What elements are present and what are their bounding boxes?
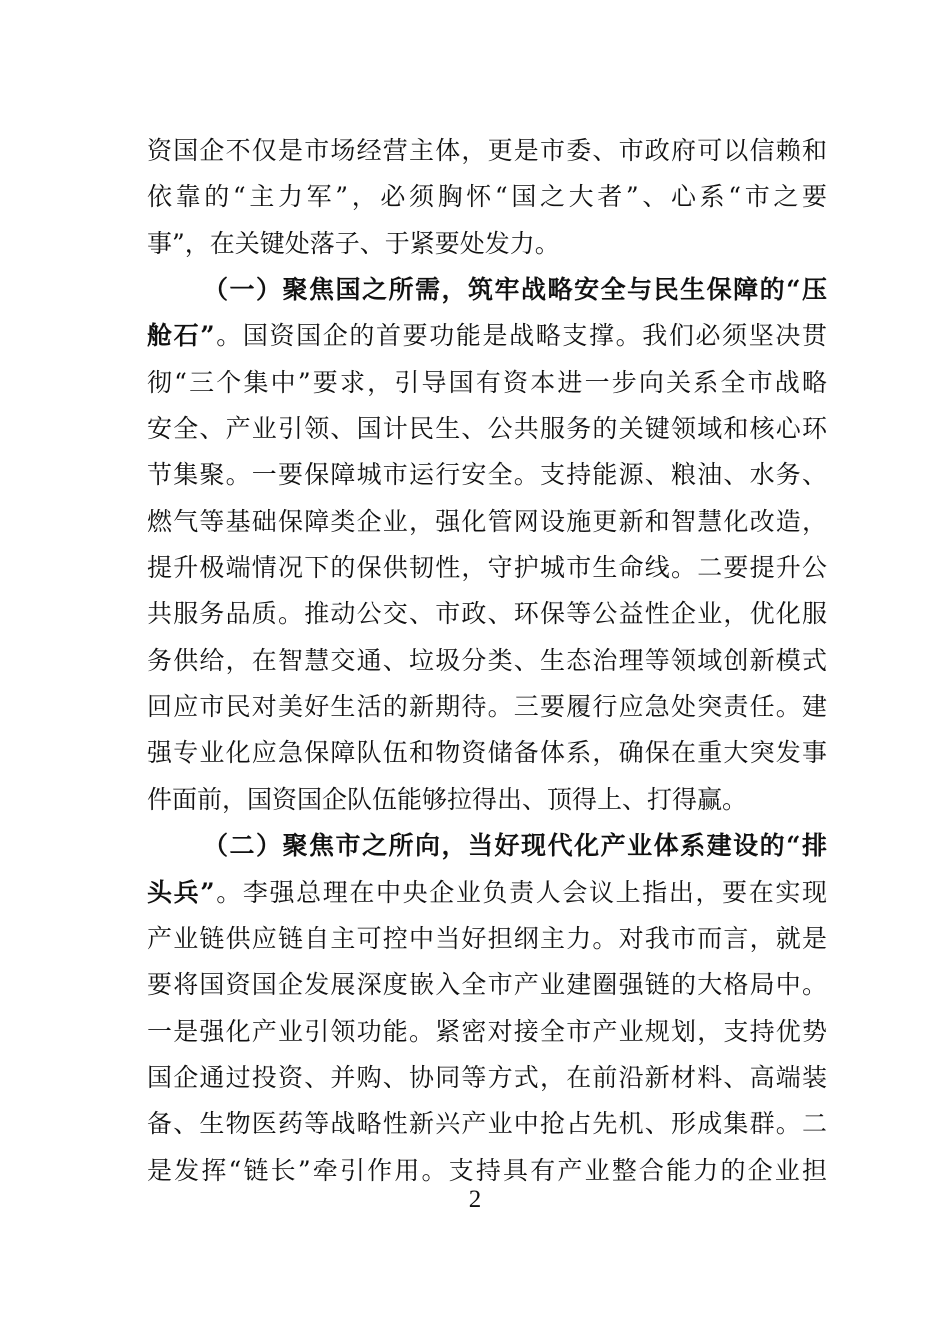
text-line: 要将国资国企发展深度嵌入全市产业建圈强链的大格局中。 — [147, 970, 827, 1000]
text-line — [147, 313, 827, 359]
text-line: 件面前，国资国企队伍能够拉得出、顶得上、打得赢。 — [147, 784, 748, 814]
section-heading-2-end: 头兵” — [147, 877, 215, 907]
text-line: 回应市民对美好生活的新期待。三要履行应急处突责任。建 — [147, 692, 827, 722]
text-line: 是发挥“链长”牵引作用。支持具有产业整合能力的企业担 — [147, 1155, 827, 1185]
text-line: 备、生物医药等战略性新兴产业中抢占先机、形成集群。二 — [147, 1109, 827, 1139]
text-line: 事”，在关键处落子、于紧要处发力。 — [147, 228, 560, 258]
text-line — [147, 870, 827, 916]
text-line: 产业链供应链自主可控中当好担纲主力。对我市而言，就是 — [147, 923, 827, 953]
text-line: 务供给，在智慧交通、垃圾分类、生态治理等领域创新模式 — [147, 645, 827, 675]
body-text — [147, 128, 827, 1194]
text-line: 共服务品质。推动公交、市政、环保等公益性企业，优化服 — [147, 599, 827, 629]
text-run: 。国资国企的首要功能是战略支撑。我们必须坚决贯 — [214, 321, 827, 351]
text-line: 提升极端情况下的保供韧性，守护城市生命线。二要提升公 — [147, 553, 827, 583]
text-line: 安全、产业引领、国计民生、公共服务的关键领域和核心环 — [147, 414, 827, 444]
text-line: 节集聚。一要保障城市运行安全。支持能源、粮油、水务、 — [147, 460, 827, 490]
section-heading-1-end: 舱石” — [147, 321, 215, 351]
text-line: 资国企不仅是市场经营主体，更是市委、市政府可以信赖和 — [147, 136, 827, 165]
section-heading-2: （二）聚焦市之所向，当好现代化产业体系建设的“排 — [203, 831, 827, 861]
page-number: 2 — [468, 1186, 482, 1213]
text-line: 强专业化应急保障队伍和物资储备体系，确保在重大突发事 — [147, 738, 827, 768]
text-line: 依靠的“主力军”，必须胸怀“国之大者”、心系“市之要 — [147, 182, 827, 212]
text-line: 燃气等基础保障类企业，强化管网设施更新和智慧化改造， — [147, 506, 827, 536]
text-line: 国企通过投资、并购、协同等方式，在前沿新材料、高端装 — [147, 1062, 827, 1092]
text-run: 。李强总理在中央企业负责人会议上指出，要在实现 — [214, 877, 827, 907]
text-line: 一是强化产业引领功能。紧密对接全市产业规划，支持优势 — [147, 1016, 827, 1046]
text-line: 彻“三个集中”要求，引导国有资本进一步向关系全市战略 — [147, 367, 827, 397]
section-heading-1: （一）聚焦国之所需，筑牢战略安全与民生保障的“压 — [203, 275, 827, 305]
